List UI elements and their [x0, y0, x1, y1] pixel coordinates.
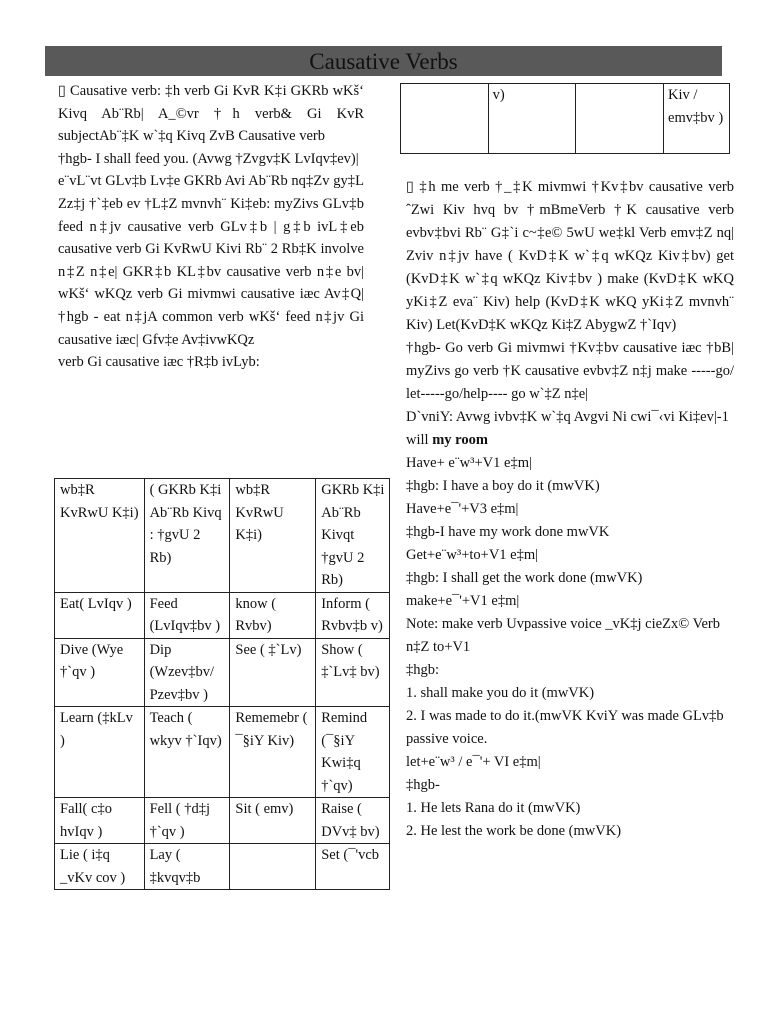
- table-cell: Lay ( ‡kvqv‡b: [144, 844, 230, 890]
- table-cell: Raise ( DVv‡ bv): [316, 798, 390, 844]
- rule-line: ‡hgb:: [406, 662, 440, 678]
- explanation-paragraph: e¨vL¨vt GLv‡b Lv‡e GKRb Avi Ab¨Rb nq‡Zv gy‡L Zz‡j †`‡eb ev †L‡Z mvnvh¨ Ki‡eb: myZivs GLv‡b feed n‡jv causative verb GLv‡b | g‡b ivL‡eb causative verb Gi KvRwU Kivi Rb¨ 2 Rb‡K involve n‡Z n‡e| GKR‡b KL‡bv causative verb n‡e bv| wKš‘ wKQz verb Gi mivmwi causative iæc Av‡Q| †hgb - eat n‡jA common verb wKš‘ feed n‡jv Gi causative iæc| Gfv‡e Av‡ivwKQz: [58, 173, 364, 348]
- table-cell: Teach ( wkyv †`Iqv): [144, 707, 230, 798]
- table-cell: Lie ( i‡q _vKv cov ): [55, 844, 145, 890]
- table-cell: Feed (LvIqv‡bv ): [144, 592, 230, 638]
- table-row: [55, 707, 390, 798]
- table-cell: Set (¯'vcb: [316, 844, 390, 890]
- rule-line: 2. He lest the work be done (mwVK): [406, 823, 622, 839]
- table-cell: Fall( c‡o hvIqv ): [55, 798, 145, 844]
- rule-line: Have+ e¨w³+V1 e‡m|: [406, 455, 532, 471]
- table-row: [401, 84, 730, 154]
- example-translation-prefix: will: [406, 432, 433, 448]
- table-cell: v): [488, 84, 576, 154]
- table-cell: Sit ( emv): [230, 798, 316, 844]
- rule-line: Note: make verb Uvpassive voice _vK‡j cieZx© Verb n‡Z to+V1: [406, 616, 720, 655]
- table-cell: Fell ( †d‡j †`qv ): [144, 798, 230, 844]
- rule-line: let+e¨w³ / e¯'+ VI e‡m|: [406, 754, 541, 770]
- page-title: Causative Verbs: [45, 46, 722, 76]
- example-translation: [406, 429, 734, 452]
- table-cell: Inform ( Rvbv‡b v): [316, 592, 390, 638]
- example-translation-bold: my room: [432, 432, 488, 448]
- table-cell: know ( Rvbv): [230, 592, 316, 638]
- table-header-cell: wb‡R KvRwU K‡i): [230, 479, 316, 593]
- right-column: [406, 176, 734, 843]
- rule-line: Get+e¨w³+to+V1 e‡m|: [406, 547, 539, 563]
- table-continuation: [400, 83, 730, 154]
- causative-verb-table: [54, 478, 390, 890]
- rule-line: ‡hgb-I have my work done mwVK: [406, 524, 610, 540]
- rule-line: 1. He lets Rana do it (mwVK): [406, 800, 581, 816]
- table-row: [55, 592, 390, 638]
- table-cell: Rememebr ( ¯§iY Kiv): [230, 707, 316, 798]
- definition-paragraph: ▯ Causative verb: ‡h verb Gi KvR K‡i GKRb wKš‘ Kivq Ab¨Rb| A_©vr †h verb& Gi KvR subjectAb¨‡K w`‡q Kivq ZvB Causative verb: [58, 83, 364, 145]
- table-cell: Learn (‡kLv ): [55, 707, 145, 798]
- table-row: [55, 638, 390, 707]
- table-cell: Dip (Wzev‡bv/ Pzev‡bv ): [144, 638, 230, 707]
- example-paragraph: †hgb- I shall feed you. (Avwg †Zvgv‡K LvIqv‡ev)|: [58, 150, 359, 167]
- rule-line: make+e¯'+V1 e‡m|: [406, 593, 520, 609]
- rule-line: 2. I was made to do it.(mwVK KviY was made GLv‡b passive voice.: [406, 708, 724, 747]
- table-cell: Remind (¯§iY Kwi‡q †`qv): [316, 707, 390, 798]
- table-cell: Kiv / emv‡bv ): [664, 84, 730, 154]
- left-column: [58, 80, 364, 374]
- table-cell: [576, 84, 664, 154]
- rule-line: ‡hgb: I shall get the work done (mwVK): [406, 570, 643, 586]
- table-cell: Dive (Wye †`qv ): [55, 638, 145, 707]
- table-row: [55, 844, 390, 890]
- rule-line: Have+e¯'+V3 e‡m|: [406, 501, 519, 517]
- rule-line: ‡hgb: I have a boy do it (mwVK): [406, 478, 600, 494]
- table-cell: [401, 84, 489, 154]
- table-header-cell: GKRb K‡i Ab¨Rb Kivqt †gvU 2 Rb): [316, 479, 390, 593]
- rule-line: ‡hgb-: [406, 777, 440, 793]
- helper-verbs-paragraph: ▯ ‡h me verb †_‡K mivmwi †Kv‡bv causative verb ˆZwi Kiv hvq bv †mBmeVerb †K causative verb evbv‡bvi Rb¨ G‡`i c~‡e© 5wU we‡kl Verb emv‡Z nq| Zviv n‡jv have ( KvD‡K w`‡q wKQz Kiv‡bv) get (KvD‡K w`‡q wKQz Kiv‡bv ) make (KvD‡K wKQ yKi‡Z eva¨ Kiv) help (KvD‡K wKQ yKi‡Z mvnvh¨ Kiv) Let(KvD‡K wKQz Ki‡Z AbygwZ †`Iqv): [406, 179, 734, 333]
- rule-line: 1. shall make you do it (mwVK): [406, 685, 595, 701]
- table-cell: [230, 844, 316, 890]
- table-intro: verb Gi causative iæc †R‡b ivLyb:: [58, 354, 260, 371]
- table-cell: See ( ‡`Lv): [230, 638, 316, 707]
- table-row: [55, 798, 390, 844]
- table-header-cell: wb‡R KvRwU K‡i): [55, 479, 145, 593]
- go-example-paragraph: †hgb- Go verb Gi mivmwi †Kv‡bv causative iæc †bB| myZivs go verb †K causative evbv‡Z n‡j make -----go/ let-----go/help---- go w`‡Z n‡e|: [406, 340, 734, 402]
- table-cell: Eat( LvIqv ): [55, 592, 145, 638]
- table-cell: Show ( ‡`Lv‡ bv): [316, 638, 390, 707]
- table-header-cell: ( GKRb K‡i Ab¨Rb Kivq : †gvU 2 Rb): [144, 479, 230, 593]
- table-header-row: [55, 479, 390, 593]
- example-sentence: D`vniY: Avwg ivbv‡K w`‡q Avgvi Ni cwi¯‹vi Ki‡ev|-1: [406, 409, 729, 425]
